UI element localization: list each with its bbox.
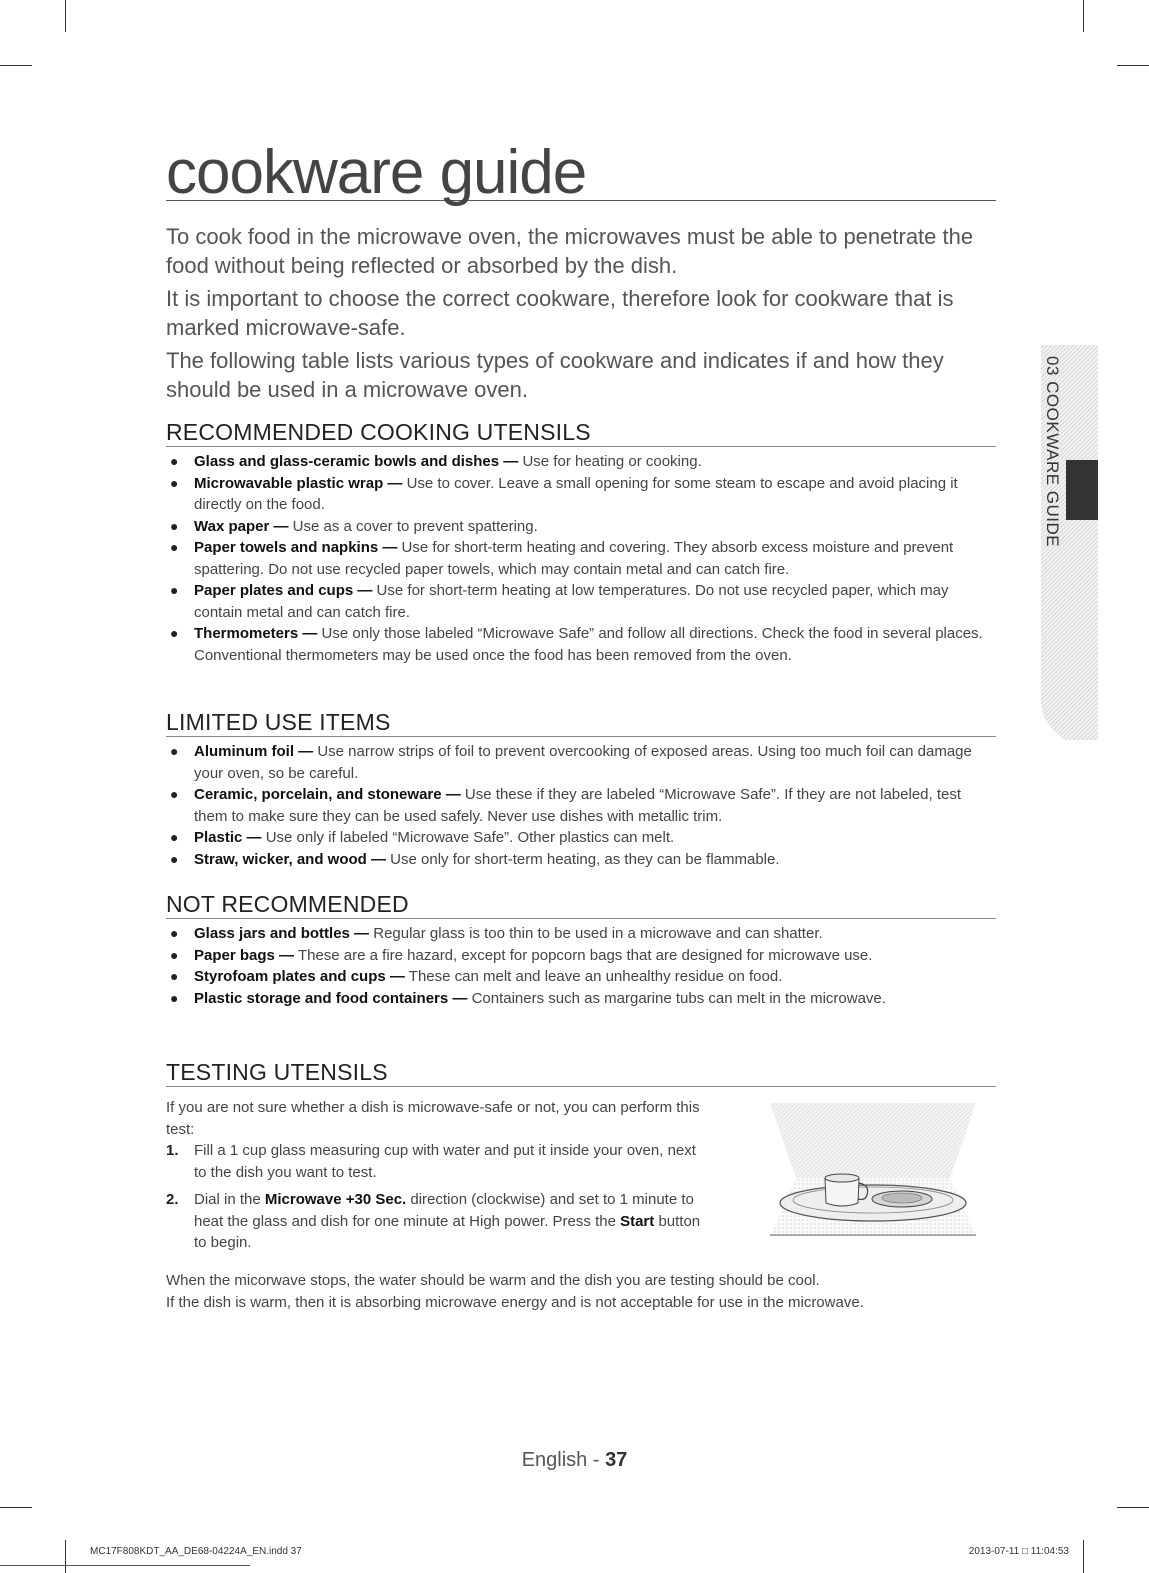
intro-paragraph-2: It is important to choose the correct cookware, therefore look for cookware that is marked microwave-safe. (166, 286, 954, 340)
item-text: Use for short-term heating and covering. They absorb excess moisture and prevent spattering. Do not use recycled paper towels, which may contain metal and can catch fire. (194, 539, 954, 578)
list-item: ● Glass and glass-ceramic bowls and dishes — Use for heating or cooking. (170, 453, 702, 470)
item-text: Regular glass is too thin to be used in a microwave and can shatter. (369, 925, 823, 942)
list-item: ● Aluminum foil — Use narrow strips of foil to prevent overcooking of exposed areas. Using too much foil can damage your oven, so be careful. (170, 743, 972, 782)
item-text: Use only those labeled “Microwave Safe” and follow all directions. Check the food in several places. Conventional thermometers may be used once the food has been removed from the oven. (194, 625, 983, 664)
step-number: 1. (166, 1142, 179, 1159)
item-term: Paper bags — (194, 946, 295, 964)
item-term: Thermometers — (194, 625, 318, 642)
section-heading: LIMITED USE ITEMS (166, 708, 996, 737)
item-text: These are a fire hazard, except for popcorn bags that are designed for microwave use. (294, 946, 873, 964)
chapter-tab-label: 03 COOKWARE GUIDE (1043, 356, 1062, 548)
item-text: Use for heating or cooking. (518, 453, 702, 470)
crop-mark (65, 0, 66, 32)
list-item: ● Plastic — Use only if labeled “Microwave Safe”. Other plastics can melt. (170, 829, 675, 846)
item-term: Ceramic, porcelain, and stoneware — (194, 786, 461, 803)
item-text: Use only if labeled “Microwave Safe”. Other plastics can melt. (261, 829, 675, 846)
not-recommended-list (166, 923, 996, 1009)
list-item: ● Paper bags — These are a fire hazard, except for popcorn bags that are designed for microwave use. (170, 946, 873, 964)
print-slug-date: 2013-07-11 □ 11:04:53 (968, 1546, 1069, 1557)
testing-result-1: When the micorwave stops, the water should be warm and the dish you are testing should be cool. (166, 1272, 820, 1289)
item-text: These can melt and leave an unhealthy residue on food. (404, 968, 783, 985)
item-term: Aluminum foil — (194, 743, 314, 760)
item-term: Paper plates and cups — (194, 582, 373, 599)
item-text: Containers such as margarine tubs can melt in the microwave. (467, 989, 886, 1007)
step-number: 2. (166, 1191, 179, 1208)
item-term: Styrofoam plates and cups — (194, 968, 405, 985)
item-text: Use to cover. Leave a small opening for some steam to escape and avoid placing it directly on the food. (194, 474, 958, 513)
item-term: Glass jars and bottles — (194, 925, 370, 942)
section-recommended (166, 418, 996, 666)
item-text: Use only for short-term heating, as they can be flammable. (386, 850, 780, 868)
step-text: Dial in the (194, 1191, 265, 1208)
item-text: Use for short-term heating at low temperatures. Do not use recycled paper, which may contain metal and can catch fire. (194, 582, 949, 621)
step-text: button to begin. (194, 1212, 701, 1251)
crop-mark (0, 65, 32, 66)
crop-mark (0, 1507, 32, 1508)
item-term: Glass and glass-ceramic bowls and dishes — (194, 453, 519, 470)
testing-step-1 (166, 1140, 701, 1183)
step-text: direction (clockwise) and set to 1 minute to heat the glass and dish for one minute at High power. Press the (194, 1191, 694, 1230)
crop-mark (0, 1565, 250, 1566)
testing-body (166, 1097, 701, 1254)
crop-mark (1083, 1540, 1084, 1573)
list-item: ● Glass jars and bottles — Regular glass is too thin to be used in a microwave and can shatter. (170, 925, 823, 942)
intro-paragraph-3: The following table lists various types of cookware and indicates if and how they should be used in a microwave oven. (166, 348, 944, 402)
step-keyword: Microwave +30 Sec. (264, 1191, 407, 1208)
testing-lead: If you are not sure whether a dish is microwave-safe or not, you can perform this test: (166, 1099, 700, 1138)
intro-paragraph-1: To cook food in the microwave oven, the microwaves must be able to penetrate the food without being reflected or absorbed by the dish. (166, 224, 974, 278)
item-text: Use narrow strips of foil to prevent overcooking of exposed areas. Using too much foil can damage your oven, so be careful. (194, 743, 972, 782)
testing-step-2 (166, 1189, 701, 1254)
list-item: ● Ceramic, porcelain, and stoneware — Use these if they are labeled “Microwave Safe”. If they are not labeled, test them to make sure they can be used safely. Never use dishes with metallic trim. (170, 786, 962, 825)
list-item: ● Microwavable plastic wrap — Use to cover. Leave a small opening for some steam to escape and avoid placing it directly on the food. (170, 474, 958, 513)
item-term: Wax paper — (194, 517, 289, 535)
crop-mark (1083, 0, 1084, 32)
item-term: Plastic storage and food containers — (194, 989, 468, 1007)
testing-result-2: If the dish is warm, then it is absorbing microwave energy and is not acceptable for use in the microwave. (166, 1294, 864, 1311)
footer-page-number: 37 (605, 1449, 628, 1471)
item-term: Paper towels and napkins — (194, 539, 398, 556)
print-slug-file: MC17F808KDT_AA_DE68-04224A_EN.indd 37 (90, 1546, 302, 1557)
microwave-test-illustration (770, 1103, 976, 1236)
page-number (0, 1449, 1149, 1472)
step-keyword: Start (620, 1212, 655, 1230)
list-item: ● Styrofoam plates and cups — These can melt and leave an unhealthy residue on food. (170, 968, 783, 985)
crop-mark (1117, 1507, 1149, 1508)
section-not-recommended (166, 890, 996, 1009)
list-item: ● Paper plates and cups — Use for short-term heating at low temperatures. Do not use recycled paper, which may contain metal and can catch fire. (170, 582, 949, 621)
item-term: Microwavable plastic wrap — (194, 474, 403, 492)
crop-mark (1117, 65, 1149, 66)
item-term: Straw, wicker, and wood — (194, 850, 386, 868)
list-item: ● Plastic storage and food containers — Containers such as margarine tubs can melt in the microwave. (170, 989, 886, 1007)
section-heading: TESTING UTENSILS (166, 1058, 996, 1087)
section-heading: NOT RECOMMENDED (166, 890, 996, 919)
section-heading: RECOMMENDED COOKING UTENSILS (166, 418, 996, 447)
item-term: Plastic — (194, 829, 262, 846)
item-text: Use these if they are labeled “Microwave Safe”. If they are not labeled, test them to make sure they can be used safely. Never use dishes with metallic trim. (194, 786, 962, 825)
crop-mark (65, 1540, 66, 1573)
list-item: ● Thermometers — Use only those labeled “Microwave Safe” and follow all directions. Check the food in several places. Conventional thermometers may be used once the food has been removed from the oven. (170, 625, 983, 664)
page-title: cookware guide (166, 138, 996, 201)
recommended-list (166, 451, 996, 666)
list-item: ● Straw, wicker, and wood — Use only for short-term heating, as they can be flammable. (170, 850, 780, 868)
step-text: Fill a 1 cup glass measuring cup with water and put it inside your oven, next to the dish you want to test. (194, 1142, 696, 1181)
section-limited-use (166, 708, 996, 870)
list-item: ● Wax paper — Use as a cover to prevent spattering. (170, 517, 538, 535)
list-item: ● Paper towels and napkins — Use for short-term heating and covering. They absorb excess moisture and prevent spattering. Do not use recycled paper towels, which may contain metal and can catch fire. (170, 539, 954, 578)
item-text: Use as a cover to prevent spattering. (288, 517, 538, 535)
limited-list (166, 741, 996, 870)
footer-language: English - (521, 1449, 606, 1471)
